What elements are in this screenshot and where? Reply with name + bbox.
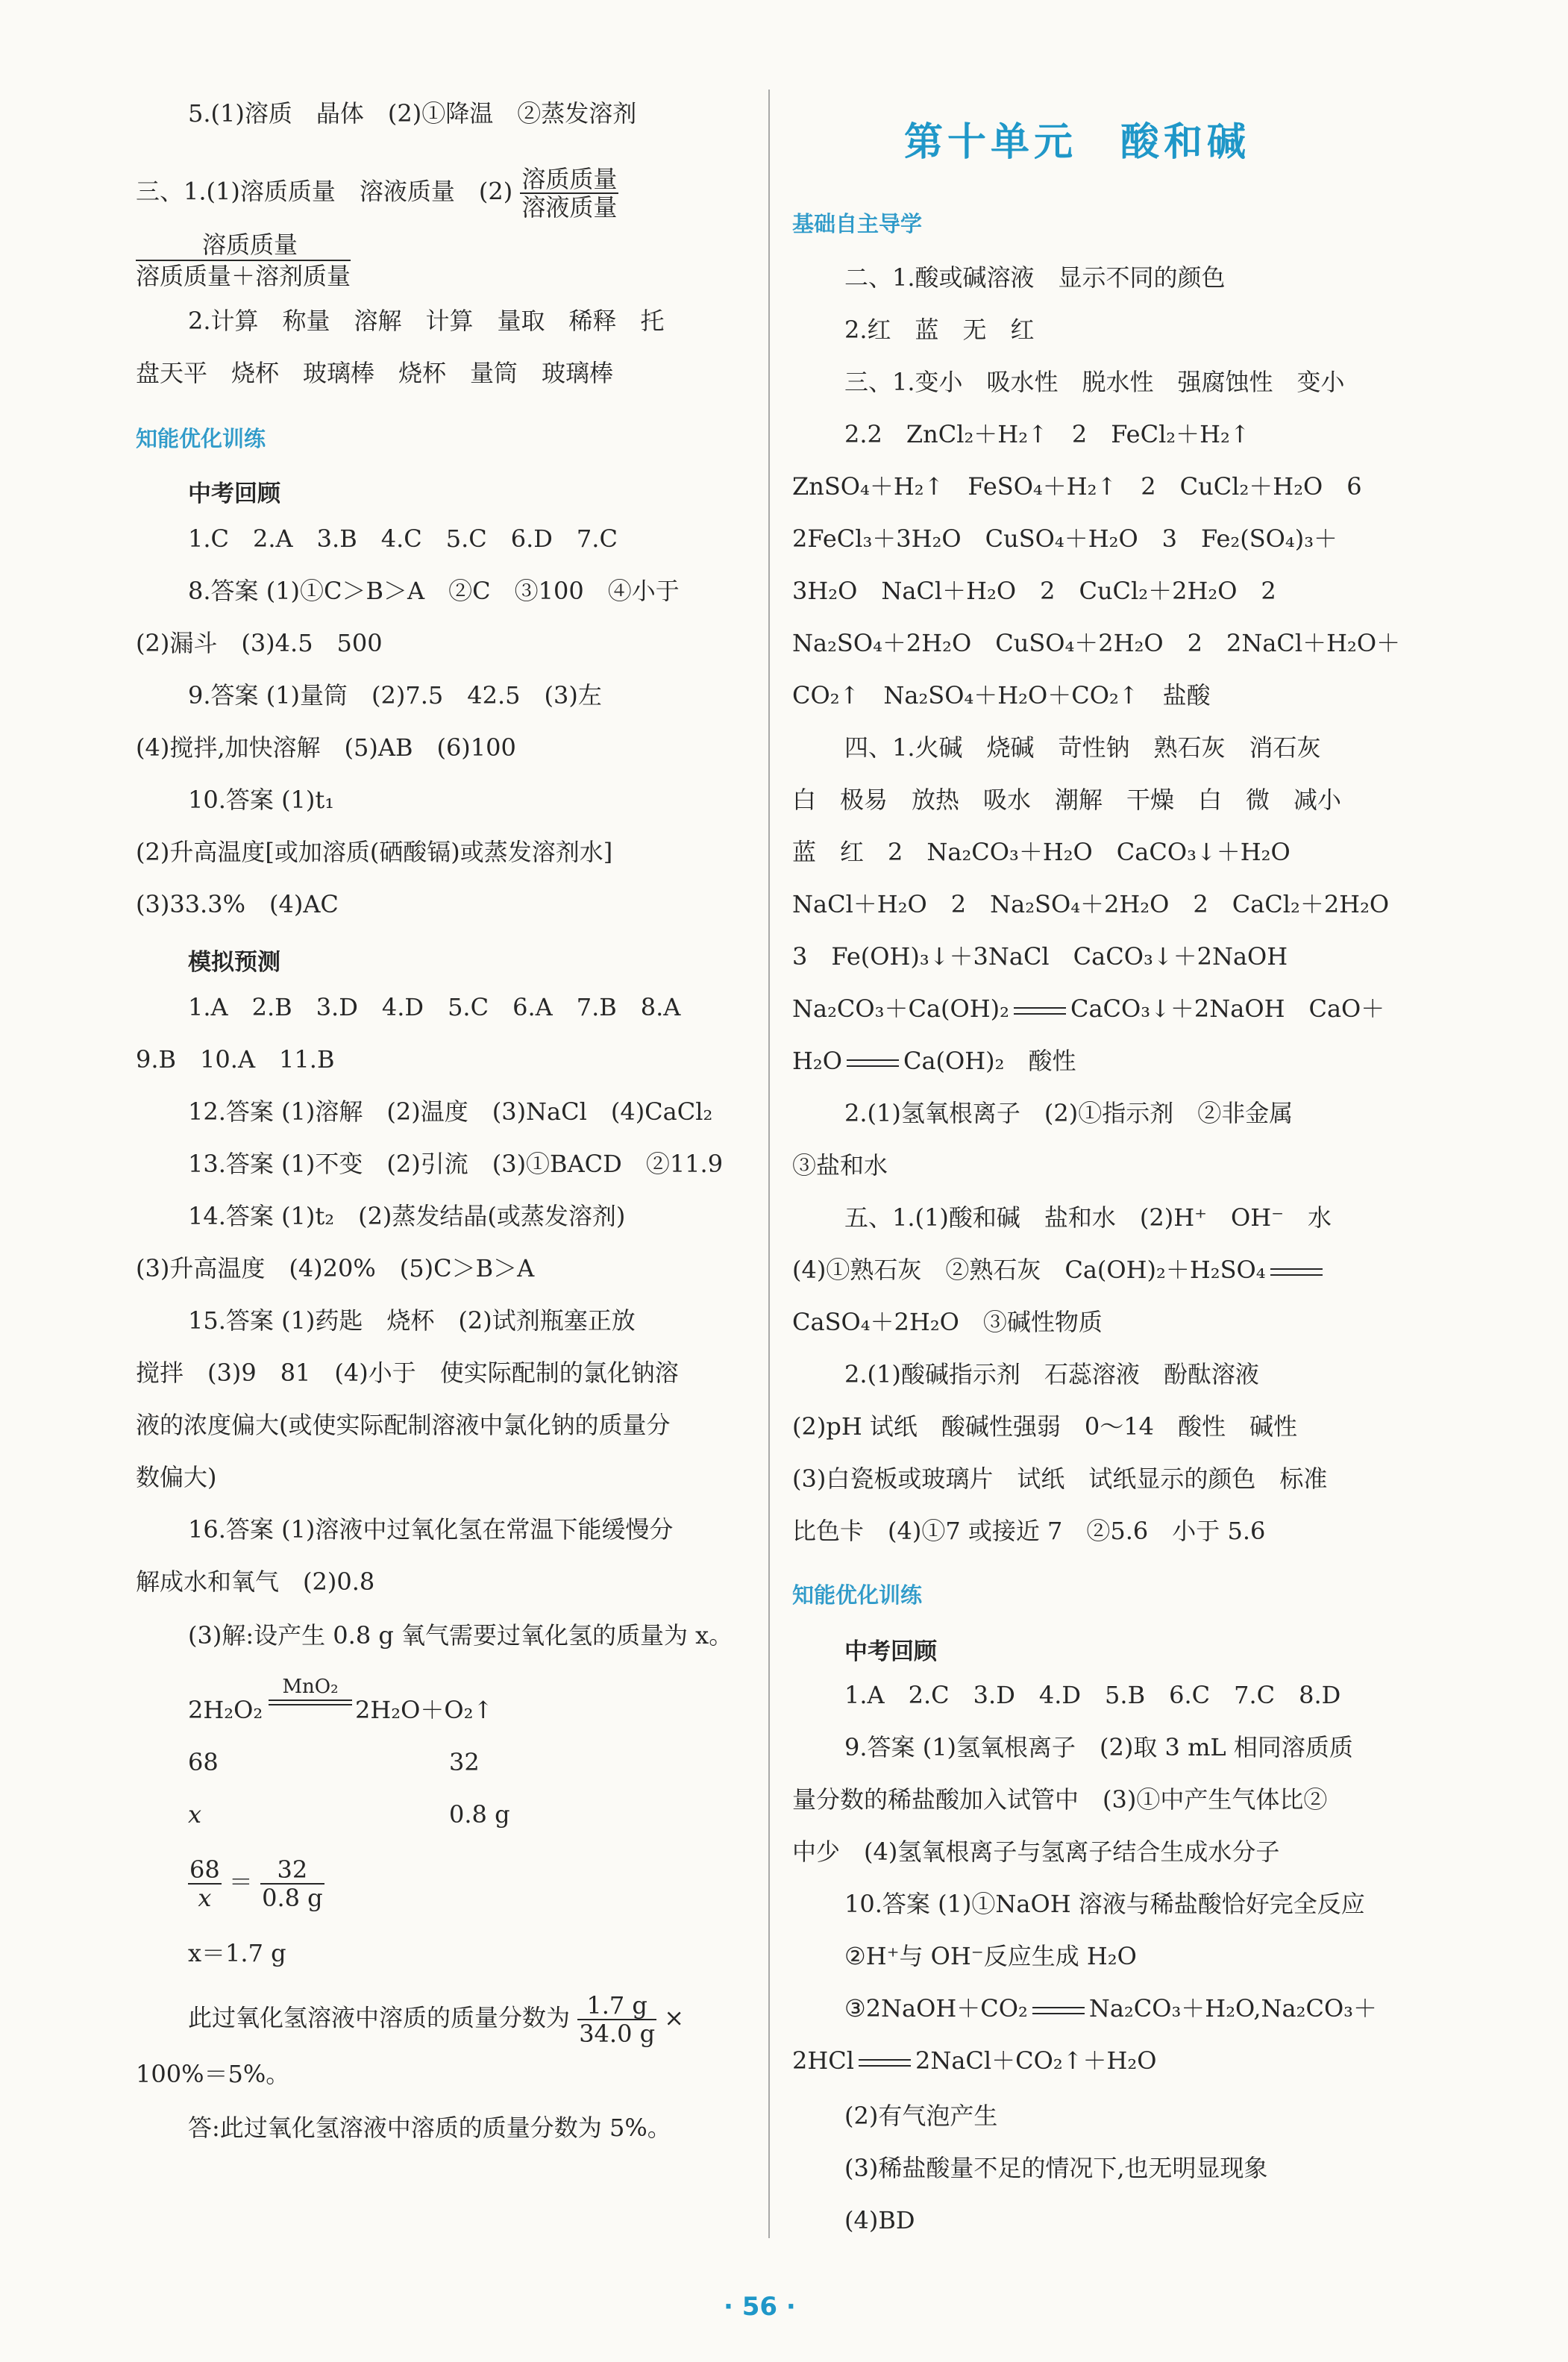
text-line: 2.(1)酸碱指示剂 石蕊溶液 酚酞溶液 (844, 1360, 1259, 1388)
unit-title: 第十单元 酸和碱 (904, 119, 1251, 165)
text-segment: 2NaCl＋CO₂↑＋H₂O (915, 2046, 1157, 2075)
fraction-denominator: 0.8 g (262, 1884, 323, 1912)
text-line: 3 Fe(OH)₃↓＋3NaCl CaCO₃↓＋2NaOH (792, 942, 1288, 971)
text-line: 3H₂O NaCl＋H₂O 2 CuCl₂＋2H₂O 2 (792, 577, 1276, 605)
fraction-denominator: 溶液质量 (521, 193, 618, 222)
text-line: 2.红 蓝 无 红 (844, 316, 1035, 344)
subsection-heading: 模拟预测 (188, 949, 280, 976)
text-line: 9.答案 (1)氢氧根离子 (2)取 3 mL 相同溶质质 (844, 1733, 1353, 1761)
equation-value: x (188, 1800, 202, 1829)
text-line: (4)BD (844, 2206, 915, 2234)
equals-bar (1270, 1268, 1323, 1276)
text-line: 100%＝5%。 (136, 2060, 290, 2088)
fraction (136, 230, 351, 291)
fraction (577, 1992, 656, 2047)
text-line: 12.答案 (1)溶解 (2)温度 (3)NaCl (4)CaCl₂ (188, 1097, 713, 1126)
text-segment: 2HCl (792, 2046, 854, 2075)
text-line (792, 2044, 1156, 2077)
text-line: 16.答案 (1)溶液中过氧化氢在常温下能缓慢分 (188, 1515, 674, 1544)
text-line: 8.答案 (1)①C＞B＞A ②C ③100 ④小于 (188, 577, 680, 605)
text-line: (3)33.3% (4)AC (136, 890, 339, 918)
text-line: 搅拌 (3)9 81 (4)小于 使实际配制的氯化钠溶 (136, 1359, 679, 1387)
text-line: 10.答案 (1)①NaOH 溶液与稀盐酸恰好完全反应 (844, 1890, 1365, 1918)
equals-sign: ＝ (228, 1867, 253, 1896)
text-line: 2.(1)氢氧根离子 (2)①指示剂 ②非金属 (844, 1099, 1293, 1127)
text-line: 13.答案 (1)不变 (2)引流 (3)①BACD ②11.9 (188, 1150, 724, 1178)
text-line: x＝1.7 g (188, 1939, 286, 1967)
text-line: (2)漏斗 (3)4.5 500 (136, 629, 383, 657)
equation-product: 2H₂O＋O₂↑ (355, 1696, 494, 1724)
equation-value: 0.8 g (449, 1800, 510, 1829)
text-line: (3)解:设产生 0.8 g 氧气需要过氧化氢的质量为 x。 (188, 1621, 733, 1650)
fraction (188, 1856, 222, 1911)
text-segment: Ca(OH)₂ 酸性 (903, 1047, 1076, 1075)
text-segment: CaCO₃↓＋2NaOH CaO＋ (1070, 994, 1385, 1023)
text-line: 9.答案 (1)量筒 (2)7.5 42.5 (3)左 (188, 681, 602, 709)
fraction-denominator: 溶质质量＋溶剂质量 (136, 262, 351, 290)
equals-bar (269, 1700, 352, 1701)
text-line: (3)升高温度 (4)20% (5)C＞B＞A (136, 1254, 535, 1282)
text-line: 量分数的稀盐酸加入试管中 (3)①中产生气体比② (792, 1785, 1328, 1814)
equals-bar (847, 1059, 899, 1067)
text-line: ZnSO₄＋H₂↑ FeSO₄＋H₂↑ 2 CuCl₂＋H₂O 6 (792, 472, 1362, 501)
text-line: 二、1.酸或碱溶液 显示不同的颜色 (844, 263, 1226, 292)
equals-bar (1032, 2007, 1085, 2014)
text-line (792, 992, 1384, 1025)
fraction (520, 166, 618, 221)
subsection-heading: 中考回顾 (188, 480, 280, 507)
subsection-heading: 中考回顾 (844, 1638, 937, 1665)
multiply-sign: × (664, 2003, 685, 2032)
text-line: 白 极易 放热 吸水 潮解 干燥 白 微 减小 (792, 786, 1342, 814)
text-line (188, 1992, 684, 2055)
text-line: (3)白瓷板或玻璃片 试纸 试纸显示的颜色 标准 (792, 1464, 1328, 1493)
text-line: 数偏大) (136, 1463, 217, 1491)
text-line: 解成水和氧气 (2)0.8 (136, 1567, 375, 1596)
text-line: 四、1.火碱 烧碱 苛性钠 熟石灰 消石灰 (844, 733, 1321, 762)
text-line: 9.B 10.A 11.B (136, 1045, 335, 1074)
text-line: 比色卡 (4)①7 或接近 7 ②5.6 小于 5.6 (792, 1517, 1266, 1545)
fraction-numerator: 1.7 g (577, 1992, 656, 2020)
section-heading: 知能优化训练 (136, 426, 266, 451)
text-segment: H₂O (792, 1047, 842, 1075)
text-line: 三、1.变小 吸水性 脱水性 强腐蚀性 变小 (844, 368, 1345, 396)
text-line: ②H⁺与 OH⁻反应生成 H₂O (844, 1942, 1137, 1970)
text-line: 10.答案 (1)t₁ (188, 786, 335, 814)
fraction-numerator: 溶质质量 (136, 230, 351, 261)
ratio-line (188, 1856, 324, 1919)
text-line: 2FeCl₃＋3H₂O CuSO₄＋H₂O 3 Fe₂(SO₄)₃＋ (792, 524, 1338, 553)
text-line: 蓝 红 2 Na₂CO₃＋H₂O CaCO₃↓＋H₂O (792, 838, 1291, 866)
equation-value: 68 (188, 1748, 219, 1776)
text-line: 2.计算 称量 溶解 计算 量取 稀释 托 (188, 307, 665, 335)
text-line: 15.答案 (1)药匙 烧杯 (2)试剂瓶塞正放 (188, 1306, 636, 1335)
text-line (792, 1044, 1076, 1077)
fraction-numerator: 溶质质量 (521, 165, 618, 193)
text-line: NaCl＋H₂O 2 Na₂SO₄＋2H₂O 2 CaCl₂＋2H₂O (792, 890, 1390, 918)
page-number: · 56 · (724, 2292, 796, 2322)
text-segment: 此过氧化氢溶液中溶质的质量分数为 (188, 2003, 571, 2032)
text-segment: (4)①熟石灰 ②熟石灰 Ca(OH)₂＋H₂SO₄ (792, 1256, 1266, 1284)
text-line: CaSO₄＋2H₂O ③碱性物质 (792, 1308, 1103, 1336)
text-line (844, 1992, 1377, 2025)
text-segment: ③2NaOH＋CO₂ (844, 1994, 1028, 2023)
text-line: 14.答案 (1)t₂ (2)蒸发结晶(或蒸发溶剂) (188, 1202, 626, 1230)
fraction-numerator: 68 (189, 1855, 220, 1884)
text-line: 中少 (4)氢氧根离子与氢离子结合生成水分子 (792, 1838, 1280, 1866)
text-line: 5.(1)溶质 晶体 (2)①降温 ②蒸发溶剂 (188, 99, 637, 128)
text-line: (2)pH 试纸 酸碱性强弱 0～14 酸性 碱性 (792, 1412, 1297, 1441)
text-line: (3)稀盐酸量不足的情况下,也无明显现象 (844, 2154, 1268, 2182)
text-line (136, 165, 618, 222)
text-segment: 三、1.(1)溶质质量 溶液质量 (2) (136, 177, 513, 206)
equals-bar (1014, 1007, 1066, 1015)
text-line: 答:此过氧化氢溶液中溶质的质量分数为 5%。 (188, 2114, 671, 2142)
text-line: 1.A 2.B 3.D 4.D 5.C 6.A 7.B 8.A (188, 993, 681, 1021)
fraction-numerator: 32 (260, 1856, 324, 1885)
equation-reactant: 2H₂O₂ (188, 1696, 263, 1724)
text-line: 1.C 2.A 3.B 4.C 5.C 6.D 7.C (188, 524, 618, 553)
equation-value: 32 (449, 1748, 480, 1776)
text-line (792, 1253, 1327, 1286)
text-line: 五、1.(1)酸和碱 盐和水 (2)H⁺ OH⁻ 水 (844, 1203, 1332, 1232)
fraction-denominator: 34.0 g (579, 2020, 656, 2048)
fraction (260, 1856, 324, 1911)
column-divider (768, 90, 770, 2238)
text-line: (4)搅拌,加快溶解 (5)AB (6)100 (136, 733, 516, 762)
text-line: 盘天平 烧杯 玻璃棒 烧杯 量筒 玻璃棒 (136, 359, 614, 387)
equals-bar (859, 2059, 911, 2067)
text-line: 2.2 ZnCl₂＋H₂↑ 2 FeCl₂＋H₂↑ (844, 420, 1250, 448)
fraction-denominator: x (198, 1884, 212, 1912)
text-line: (2)有气泡产生 (844, 2102, 998, 2130)
text-segment: Na₂CO₃＋H₂O,Na₂CO₃＋ (1088, 1994, 1378, 2023)
reaction-condition (269, 1676, 352, 1705)
equals-bar (269, 1704, 352, 1705)
section-heading: 基础自主导学 (792, 211, 923, 236)
text-line: 液的浓度偏大(或使实际配制溶液中氯化钠的质量分 (136, 1411, 671, 1439)
text-line: (2)升高温度[或加溶质(硒酸镉)或蒸发溶剂水] (136, 838, 613, 866)
catalyst-label: MnO₂ (282, 1676, 339, 1698)
text-line: ③盐和水 (792, 1151, 888, 1180)
section-heading: 知能优化训练 (792, 1582, 923, 1608)
text-line: 1.A 2.C 3.D 4.D 5.B 6.C 7.C 8.D (844, 1681, 1341, 1709)
text-segment: Na₂CO₃＋Ca(OH)₂ (792, 994, 1009, 1023)
text-line: CO₂↑ Na₂SO₄＋H₂O＋CO₂↑ 盐酸 (792, 681, 1211, 709)
text-line: Na₂SO₄＋2H₂O CuSO₄＋2H₂O 2 2NaCl＋H₂O＋ (792, 629, 1401, 657)
